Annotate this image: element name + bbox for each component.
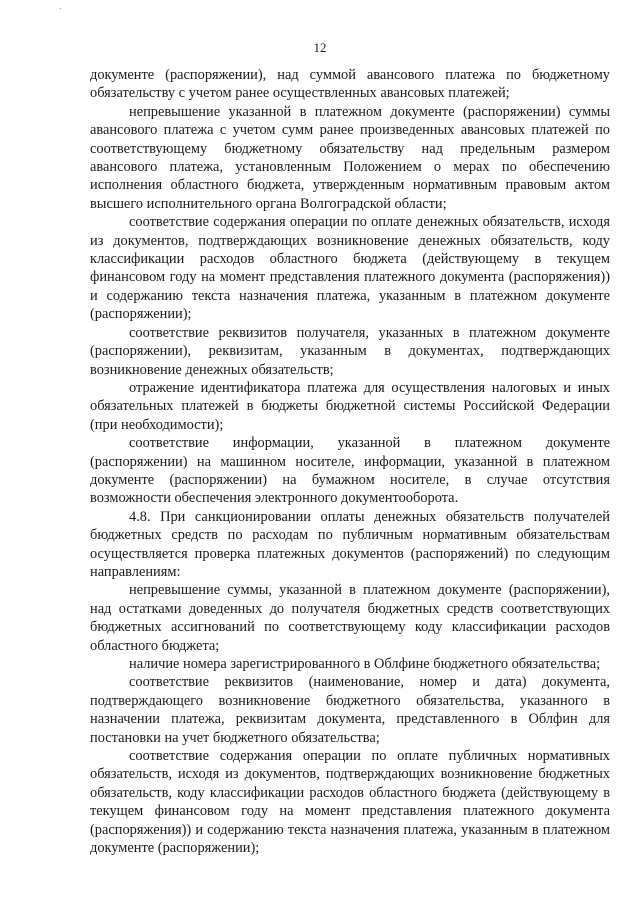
paragraph-10: соответствие реквизитов (наименование, номер и дата) документа, подтверждающего возникновение бюджетного обязательства, указанного в назначении платежа, реквизитам документа, представленного в Облфин для постановки на учет бюджетного обязательства;	[90, 674, 610, 746]
paragraph-11: соответствие содержания операции по оплате публичных нормативных обязательств, исходя из документов, подтверждающих возникновение бюджетных обязательств, коду классификации расходов областного бюджета (действующему в текущем финансовом году на момент представления платежного документа (распоряжения)) и содержанию текста назначения платежа, указанным в платежном документе (распоряжении);	[90, 748, 610, 857]
paragraph-3: соответствие содержания операции по оплате денежных обязательств, исходя из документов, подтверждающих возникновение денежных обязательств, коду классификации расходов областного бюджета (действующему в текущем финансовом году на момент представления платежного документа (распоряжения)) и содержанию текста назначения платежа, указанным в платежном документе (распоряжении);	[90, 214, 610, 323]
paragraph-9: наличие номера зарегистрированного в Облфине бюджетного обязательства;	[129, 656, 601, 672]
paragraph-8: непревышение суммы, указанной в платежном документе (распоряжении), над остатками доведенных до получателя бюджетных средств соответствующих бюджетных ассигнований по соответствующему коду классификации расходов областного бюджета;	[90, 582, 610, 654]
paragraph-7: 4.8. При санкционировании оплаты денежных обязательств получателей бюджетных средств по расходам по публичным нормативным обязательствам осуществляется проверка платежных документов (распоряжений) по следующим направлениям:	[90, 508, 610, 580]
scan-speck	[60, 8, 61, 9]
paragraph-4: соответствие реквизитов получателя, указанных в платежном документе (распоряжении), реквизитам, указанным в документах, подтверждающих возникновение денежных обязательств;	[90, 324, 610, 378]
page-number: 12	[313, 40, 327, 55]
paragraph-1: документе (распоряжении), над суммой авансового платежа по бюджетному обязательству с учетом ранее осуществленных авансовых платежей;	[90, 67, 610, 102]
paragraph-2: непревышение указанной в платежном документе (распоряжении) суммы авансового платежа с учетом сумм ранее произведенных авансовых платежей по соответствующему бюджетному обязательству над предельным размером авансового платежа, установленным Положением о мерах по обеспечению исполнения областного бюджета, утвержденным нормативным правовым актом высшего исполнительного органа Волгоградской области;	[90, 103, 610, 212]
body-text	[90, 66, 610, 857]
paragraph-5: отражение идентификатора платежа для осуществления налоговых и иных обязательных платежей в бюджеты бюджетной системы Российской Федерации (при необходимости);	[90, 379, 610, 433]
paragraph-6: соответствие информации, указанной в платежном документе (распоряжении) на машинном носителе, информации, указанной в платежном документе (распоряжении) на бумажном носителе, в случае отсутствия возможности обеспечения электронного документооборота.	[90, 435, 610, 507]
